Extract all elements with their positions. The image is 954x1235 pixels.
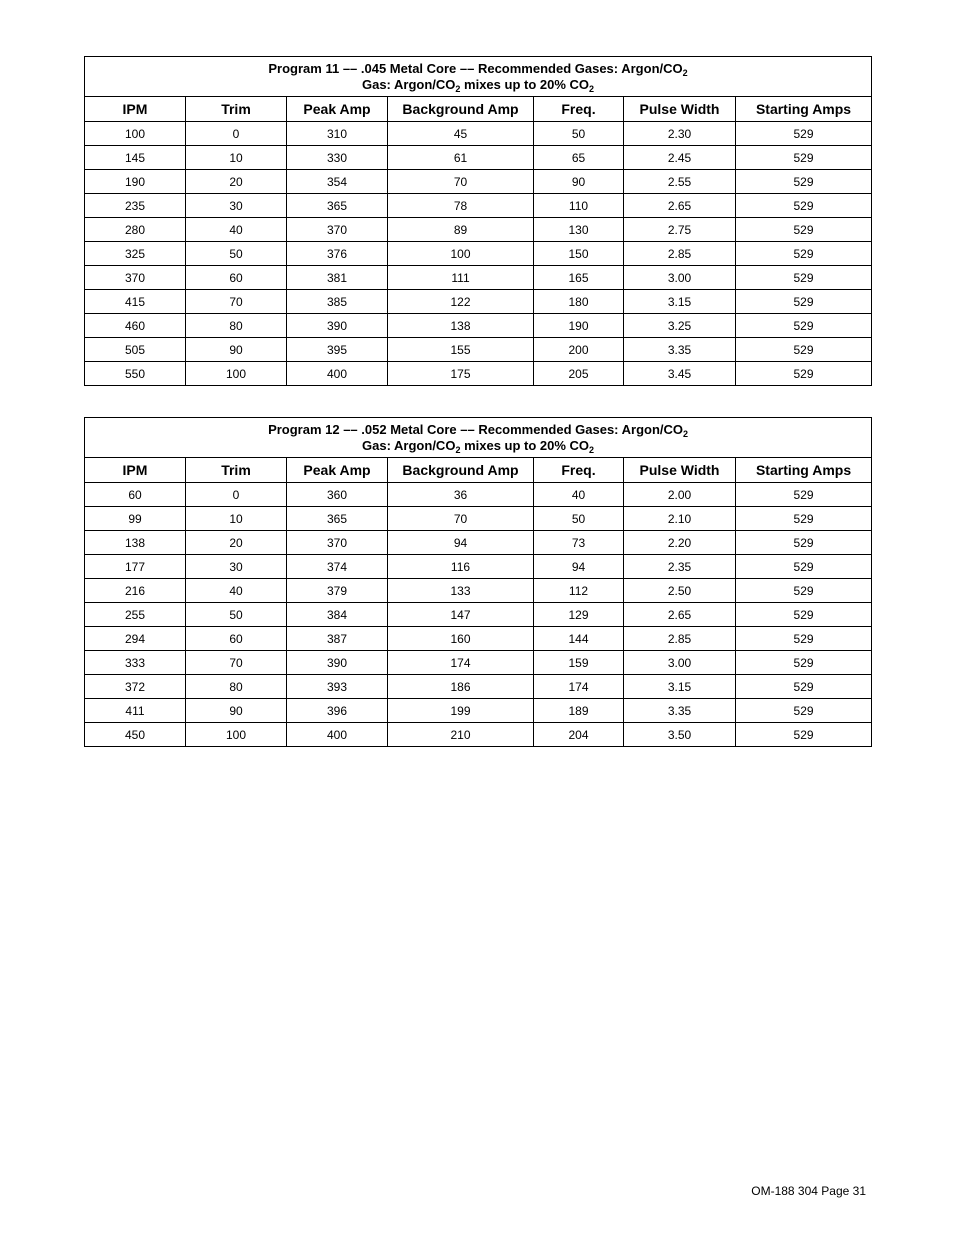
table-cell: 186 — [388, 675, 534, 699]
table-cell: 529 — [736, 723, 872, 747]
table-cell: 2.00 — [624, 483, 736, 507]
table-cell: 94 — [534, 555, 624, 579]
column-header-starting-amps: Starting Amps — [736, 97, 872, 122]
table-row — [85, 507, 872, 531]
table-cell: 3.00 — [624, 651, 736, 675]
table-cell: 390 — [287, 314, 388, 338]
table-cell: 130 — [534, 218, 624, 242]
table-cell: 60 — [186, 627, 287, 651]
table-cell: 70 — [388, 170, 534, 194]
table-row — [85, 242, 872, 266]
table-cell: 40 — [186, 218, 287, 242]
table-cell: 354 — [287, 170, 388, 194]
table-cell: 460 — [85, 314, 186, 338]
table-cell: 175 — [388, 362, 534, 386]
table-cell: 65 — [534, 146, 624, 170]
table-cell: 390 — [287, 651, 388, 675]
header-row — [85, 458, 872, 483]
table-cell: 2.45 — [624, 146, 736, 170]
table-row — [85, 483, 872, 507]
table-cell: 204 — [534, 723, 624, 747]
table-cell: 3.50 — [624, 723, 736, 747]
table-cell: 177 — [85, 555, 186, 579]
table-cell: 100 — [186, 362, 287, 386]
table-row — [85, 579, 872, 603]
table-cell: 60 — [186, 266, 287, 290]
table-cell: 529 — [736, 362, 872, 386]
table-cell: 529 — [736, 627, 872, 651]
table-cell: 155 — [388, 338, 534, 362]
table-cell: 235 — [85, 194, 186, 218]
table-cell: 2.55 — [624, 170, 736, 194]
table-cell: 529 — [736, 699, 872, 723]
table-cell: 395 — [287, 338, 388, 362]
table-cell: 165 — [534, 266, 624, 290]
table-cell: 2.50 — [624, 579, 736, 603]
table-cell: 330 — [287, 146, 388, 170]
table-cell: 550 — [85, 362, 186, 386]
table-cell: 2.30 — [624, 122, 736, 146]
table-cell: 190 — [534, 314, 624, 338]
table-cell: 411 — [85, 699, 186, 723]
table-cell: 379 — [287, 579, 388, 603]
table-cell: 2.35 — [624, 555, 736, 579]
column-header-pulse-width: Pulse Width — [624, 97, 736, 122]
table-cell: 36 — [388, 483, 534, 507]
column-header-trim: Trim — [186, 97, 287, 122]
table-row — [85, 170, 872, 194]
table-cell: 89 — [388, 218, 534, 242]
table-cell: 100 — [388, 242, 534, 266]
table-cell: 385 — [287, 290, 388, 314]
table-cell: 2.10 — [624, 507, 736, 531]
table-cell: 2.65 — [624, 194, 736, 218]
table-cell: 147 — [388, 603, 534, 627]
table-cell: 100 — [85, 122, 186, 146]
table-cell: 111 — [388, 266, 534, 290]
table-row — [85, 314, 872, 338]
table-row — [85, 290, 872, 314]
table-cell: 110 — [534, 194, 624, 218]
table-cell: 294 — [85, 627, 186, 651]
table-title — [85, 418, 872, 458]
column-header-pulse-width: Pulse Width — [624, 458, 736, 483]
table-cell: 3.00 — [624, 266, 736, 290]
table-cell: 3.15 — [624, 675, 736, 699]
column-header-freq: Freq. — [534, 97, 624, 122]
table-cell: 133 — [388, 579, 534, 603]
table-cell: 112 — [534, 579, 624, 603]
table-cell: 90 — [534, 170, 624, 194]
title-line-2: Gas: Argon/$CO_2$ mixes up to 20% $CO_2$ — [361, 76, 595, 94]
table-cell: 365 — [287, 194, 388, 218]
table-cell: 94 — [388, 531, 534, 555]
table-cell: 216 — [85, 579, 186, 603]
table-cell: 174 — [534, 675, 624, 699]
table-cell: 138 — [388, 314, 534, 338]
table-cell: 376 — [287, 242, 388, 266]
table-row — [85, 122, 872, 146]
column-header-peak-amp: Peak Amp — [287, 458, 388, 483]
table-cell: 529 — [736, 266, 872, 290]
table-cell: 30 — [186, 555, 287, 579]
table-cell: 20 — [186, 170, 287, 194]
table-row — [85, 362, 872, 386]
table-cell: 2.85 — [624, 242, 736, 266]
table-cell: 529 — [736, 290, 872, 314]
table-cell: 150 — [534, 242, 624, 266]
table-cell: 70 — [186, 651, 287, 675]
table-cell: 190 — [85, 170, 186, 194]
table-row — [85, 338, 872, 362]
table-cell: 370 — [287, 218, 388, 242]
table-cell: 3.15 — [624, 290, 736, 314]
table-cell: 333 — [85, 651, 186, 675]
table-row — [85, 603, 872, 627]
table-cell: 61 — [388, 146, 534, 170]
column-header-trim: Trim — [186, 458, 287, 483]
table-cell: 280 — [85, 218, 186, 242]
table-cell: 529 — [736, 338, 872, 362]
table-cell: 0 — [186, 122, 287, 146]
title-line-2: Gas: Argon/$CO_2$ mixes up to 20% $CO_2$ — [362, 437, 595, 455]
table-row — [85, 675, 872, 699]
table-cell: 370 — [287, 531, 388, 555]
table-cell: 70 — [388, 507, 534, 531]
table-cell: 180 — [534, 290, 624, 314]
table-cell: 189 — [534, 699, 624, 723]
table-cell: 3.45 — [624, 362, 736, 386]
table-cell: 393 — [287, 675, 388, 699]
table-cell: 505 — [85, 338, 186, 362]
table-cell: 3.35 — [624, 338, 736, 362]
table-cell: 529 — [736, 555, 872, 579]
table-cell: 144 — [534, 627, 624, 651]
table-cell: 529 — [736, 531, 872, 555]
table-cell: 40 — [186, 579, 287, 603]
table-cell: 255 — [85, 603, 186, 627]
table-cell: 210 — [388, 723, 534, 747]
column-header-freq: Freq. — [534, 458, 624, 483]
column-header-peak-amp: Peak Amp — [287, 97, 388, 122]
program-11-table — [84, 56, 872, 386]
table-cell: 45 — [388, 122, 534, 146]
table-cell: 40 — [534, 483, 624, 507]
table-row — [85, 146, 872, 170]
table-cell: 529 — [736, 507, 872, 531]
table-cell: 2.65 — [624, 603, 736, 627]
table-cell: 415 — [85, 290, 186, 314]
header-row — [85, 97, 872, 122]
table-cell: 60 — [85, 483, 186, 507]
table-cell: 529 — [736, 146, 872, 170]
table-cell: 10 — [186, 507, 287, 531]
table-cell: 310 — [287, 122, 388, 146]
table-row — [85, 531, 872, 555]
table-cell: 529 — [736, 483, 872, 507]
table-row — [85, 651, 872, 675]
table-cell: 90 — [186, 338, 287, 362]
table-cell: 10 — [186, 146, 287, 170]
table-cell: 3.25 — [624, 314, 736, 338]
table-cell: 381 — [287, 266, 388, 290]
table-cell: 200 — [534, 338, 624, 362]
table-cell: 396 — [287, 699, 388, 723]
table-cell: 2.20 — [624, 531, 736, 555]
table-cell: 50 — [186, 603, 287, 627]
table-cell: 100 — [186, 723, 287, 747]
table-cell: 387 — [287, 627, 388, 651]
program-12-table — [84, 417, 872, 747]
table-cell: 529 — [736, 194, 872, 218]
table-cell: 2.85 — [624, 627, 736, 651]
table-cell: 50 — [534, 507, 624, 531]
table-cell: 325 — [85, 242, 186, 266]
table-cell: 365 — [287, 507, 388, 531]
table-cell: 205 — [534, 362, 624, 386]
column-header-ipm: IPM — [85, 458, 186, 483]
table-cell: 159 — [534, 651, 624, 675]
table-cell: 3.35 — [624, 699, 736, 723]
table-row — [85, 194, 872, 218]
table-cell: 73 — [534, 531, 624, 555]
table-cell: 2.75 — [624, 218, 736, 242]
table-row — [85, 723, 872, 747]
table-cell: 78 — [388, 194, 534, 218]
table-cell: 529 — [736, 651, 872, 675]
table-cell: 70 — [186, 290, 287, 314]
table-cell: 20 — [186, 531, 287, 555]
column-header-ipm: IPM — [85, 97, 186, 122]
table-cell: 122 — [388, 290, 534, 314]
table-cell: 384 — [287, 603, 388, 627]
page-footer: OM-188 304 Page 31 — [751, 1184, 866, 1198]
table-cell: 50 — [534, 122, 624, 146]
table-cell: 529 — [736, 675, 872, 699]
table-cell: 99 — [85, 507, 186, 531]
table-cell: 400 — [287, 723, 388, 747]
table-cell: 129 — [534, 603, 624, 627]
column-header-starting-amps: Starting Amps — [736, 458, 872, 483]
table-cell: 160 — [388, 627, 534, 651]
table-cell: 529 — [736, 242, 872, 266]
table-cell: 370 — [85, 266, 186, 290]
table-cell: 145 — [85, 146, 186, 170]
table-cell: 174 — [388, 651, 534, 675]
table-cell: 90 — [186, 699, 287, 723]
table-cell: 199 — [388, 699, 534, 723]
table-cell: 360 — [287, 483, 388, 507]
table-cell: 529 — [736, 218, 872, 242]
table-cell: 116 — [388, 555, 534, 579]
column-header-background-amp: Background Amp — [388, 97, 534, 122]
table-cell: 529 — [736, 579, 872, 603]
table-cell: 372 — [85, 675, 186, 699]
table-row — [85, 699, 872, 723]
table-cell: 529 — [736, 603, 872, 627]
title-line-1: Program 11 –– .045 Metal Core –– Recommended Gases: Argon/$CO_2$ — [268, 60, 688, 78]
table-cell: 138 — [85, 531, 186, 555]
table-row — [85, 555, 872, 579]
table-cell: 0 — [186, 483, 287, 507]
table-title — [85, 57, 872, 97]
table-cell: 30 — [186, 194, 287, 218]
table-cell: 450 — [85, 723, 186, 747]
table-row — [85, 218, 872, 242]
table-row — [85, 266, 872, 290]
table-cell: 50 — [186, 242, 287, 266]
table-cell: 529 — [736, 170, 872, 194]
table-cell: 529 — [736, 314, 872, 338]
title-line-1: Program 12 –– .052 Metal Core –– Recommended Gases: Argon/$CO_2$ — [268, 421, 689, 439]
table-cell: 80 — [186, 675, 287, 699]
table-cell: 400 — [287, 362, 388, 386]
table-cell: 529 — [736, 122, 872, 146]
table-cell: 80 — [186, 314, 287, 338]
table-row — [85, 627, 872, 651]
table-cell: 374 — [287, 555, 388, 579]
column-header-background-amp: Background Amp — [388, 458, 534, 483]
